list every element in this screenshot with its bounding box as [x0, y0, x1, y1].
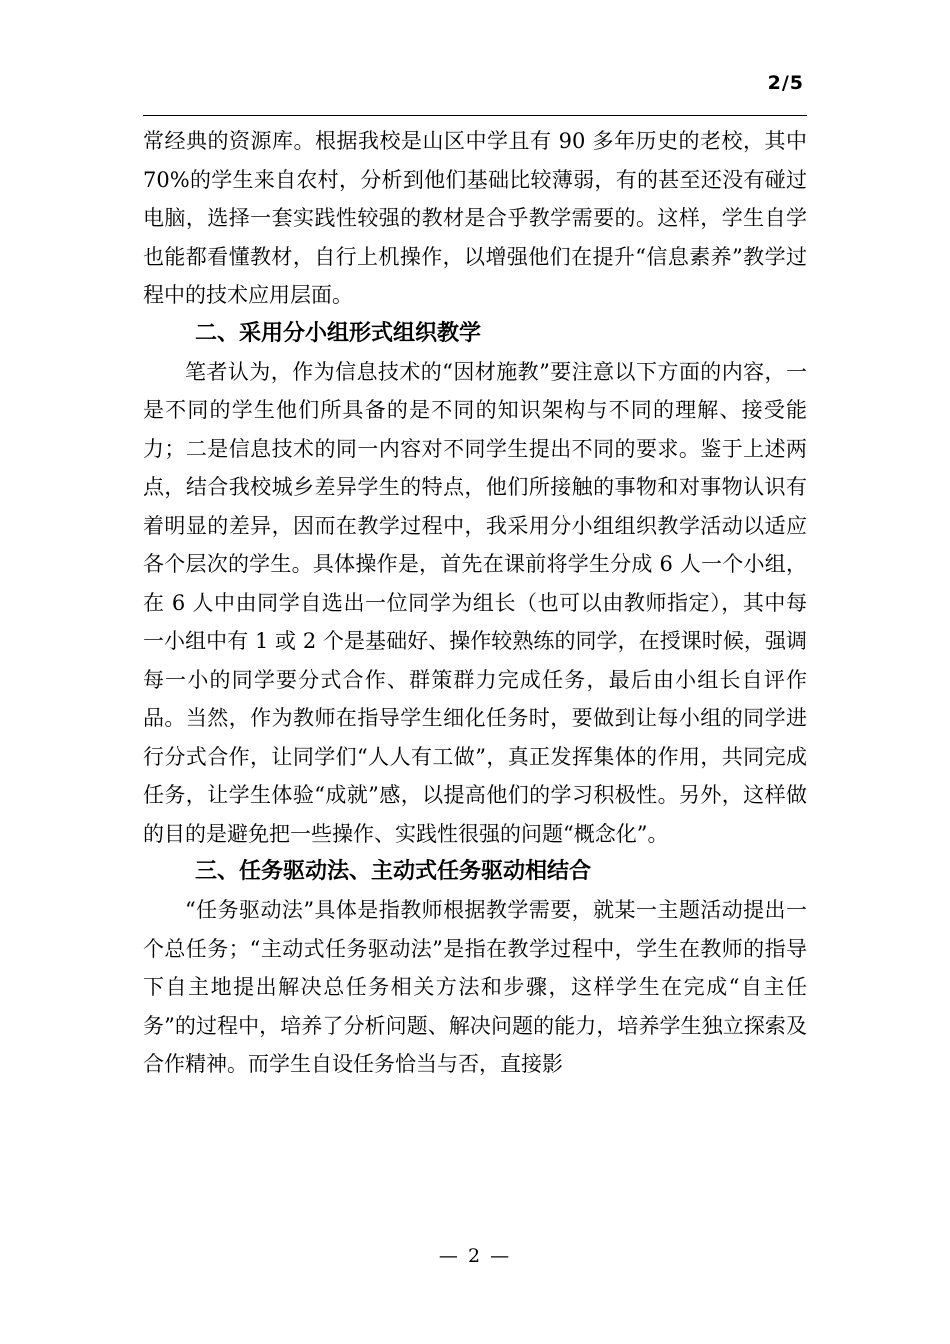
document-body: [143, 122, 807, 1084]
paragraph-group-teaching: 笔者认为，作为信息技术的“因材施教”要注意以下方面的内容，一是不同的学生他们所具备的是不同的知识架构与不同的理解、接受能力；二是信息技术的同一内容对不同学生提出不同的要求。鉴于上述两点，结合我校城乡差异学生的特点，他们所接触的事物和对事物认识有着明显的差异，因而在教学过程中，我采用分小组组织教学活动以适应各个层次的学生。具体操作是，首先在课前将学生分成 6 人一个小组，在 6 人中由同学自选出一位同学为组长（也可以由教师指定），其中每一小组中有 1 或 2 个是基础好、操作较熟练的同学，在授课时候，强调每一小的同学要分式合作、群策群力完成任务，最后由小组长自评作品。当然，作为教师在指导学生细化任务时，要做到让每小组的同学进行分式合作，让同学们“人人有工做”，真正发挥集体的作用，共同完成任务，让学生体验“成就”感，以提高他们的学习积极性。另外，这样做的目的是避免把一些操作、实践性很强的问题“概念化”。: [143, 359, 807, 846]
paragraph-task-driven: “任务驱动法”具体是指教师根据教学需要，就某一主题活动提出一个总任务；“主动式任务驱动法”是指在教学过程中，学生在教师的指导下自主地提出解决总任务相关方法和步骤，这样学生在完成“自主任务”的过程中，培养了分析问题、解决问题的能力，培养学生独立探索及合作精神。而学生自设任务恰当与否，直接影: [143, 898, 807, 1076]
header-rule: [143, 115, 807, 116]
section-heading-group-teaching: 二、采用分小组形式组织教学: [195, 320, 482, 346]
page-indicator: 2/5: [767, 72, 804, 94]
page-footer-number: — 2 —: [438, 1245, 512, 1267]
section-heading-task-driven: 三、任务驱动法、主动式任务驱动相结合: [195, 859, 592, 884]
paragraph-continued: 常经典的资源库。根据我校是山区中学且有 90 多年历史的老校，其中 70%的学生来自农村，分析到他们基础比较薄弱，有的甚至还没有碰过电脑，选择一套实践性较强的教材是合乎教学需要的。这样，学生自学也能都看懂教材，自行上机操作，以增强他们在提升“信息素养”教学过程中的技术应用层面。: [143, 129, 807, 307]
